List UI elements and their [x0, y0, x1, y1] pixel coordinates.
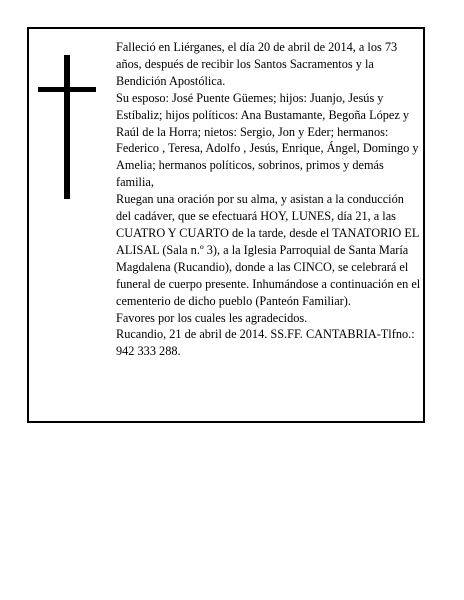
place-date-contact: Rucandio, 21 de abril de 2014. SS.FF. CANTABRIA-Tlfno.: 942 333 288. [116, 327, 415, 359]
family-list: Su esposo: José Puente Güemes; hijos: Juanjo, Jesús y Estíbaliz; hijos políticos: Ana Bustamante, Begoña López y Raúl de la Horra; nietos: Sergio, Jon y Eder; hermanos: Federico , Teresa, Adolfo , Jesús, Enrique, Ángel, Domingo y Amelia; hermanos políticos, sobrinos, primos y demás familia, [116, 90, 419, 190]
latin-cross-icon [38, 55, 100, 199]
funeral-details: Ruegan una oración por su alma, y asistan a la conducción del cadáver, que se efectuará HOY, LUNES, día 21, a las CUATRO Y CUARTO de la tarde, desde el TANATORIO EL ALISAL (Sala n.º 3), a la Iglesia Parroquial de Santa María Magdalena (Rucandio), donde a las CINCO, se celebrará el funeral de cuerpo presente. Inhumándose a continuación en el cementerio de dicho pueblo (Panteón Familiar). [116, 192, 421, 308]
notice-text [116, 39, 421, 360]
death-announcement: Falleció en Liérganes, el día 20 de abril de 2014, a los 73 años, después de recibir los Santos Sacramentos y la Bendición Apostólica. [116, 40, 398, 88]
cross-horizontal-bar [38, 87, 96, 92]
obituary-notice [27, 27, 425, 423]
cross-vertical-bar [64, 55, 70, 199]
thanks-line: Favores por los cuales les agradecidos. [116, 310, 308, 325]
